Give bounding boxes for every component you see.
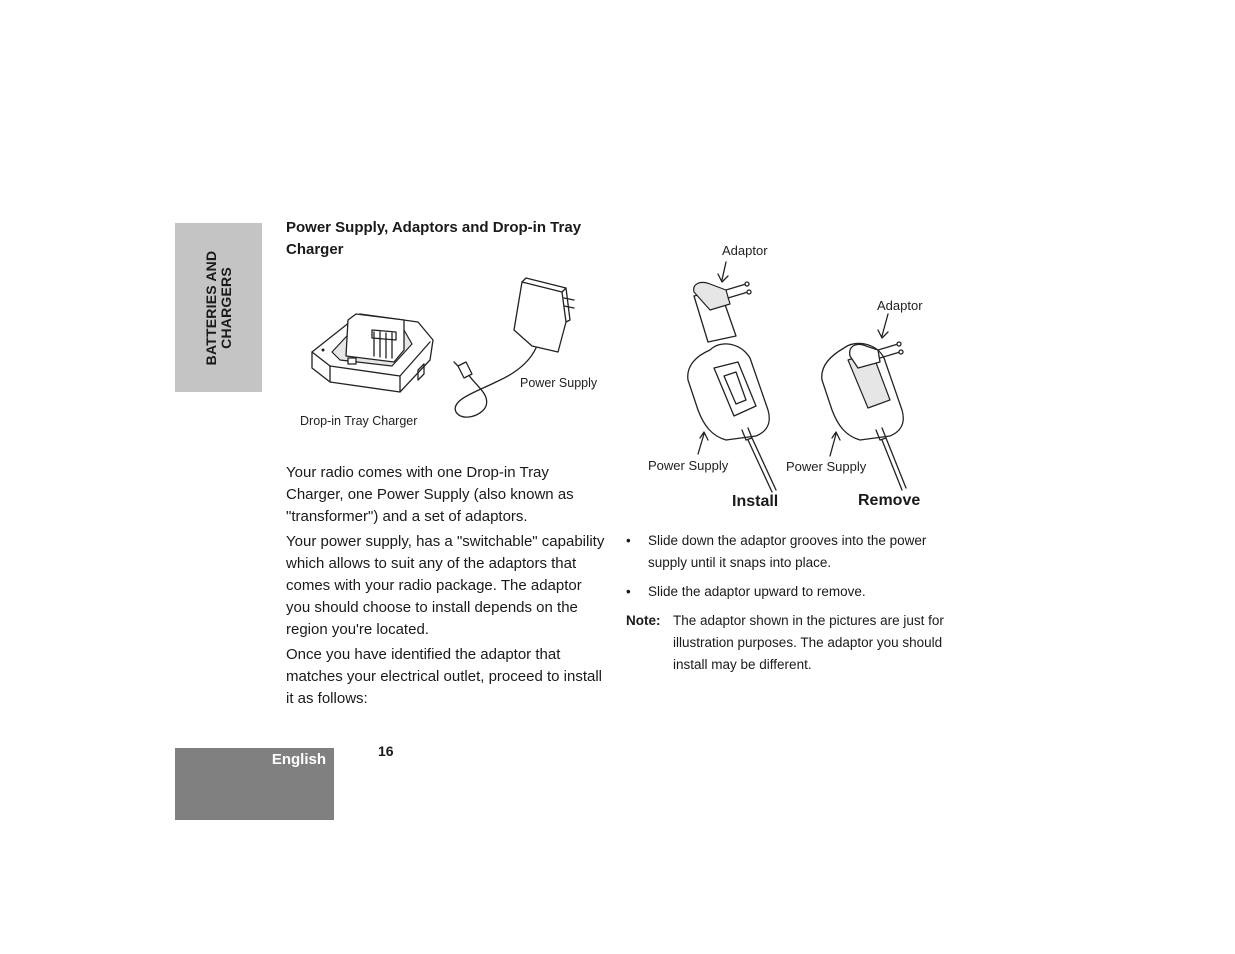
note-text: The adaptor shown in the pictures are just for illustration purposes. The adaptor you should install may be different. xyxy=(673,613,944,672)
body-text xyxy=(286,462,606,713)
body-paragraph: Once you have identified the adaptor that matches your electrical outlet, proceed to install it as follows: xyxy=(286,646,602,707)
language-label: English xyxy=(271,751,326,768)
list-item: • Slide down the adaptor grooves into the power supply until it snaps into place. xyxy=(626,530,956,574)
page-number: 16 xyxy=(378,743,394,759)
power-supply-label-remove: Power Supply xyxy=(786,459,867,474)
language-tab xyxy=(175,748,334,820)
power-supply-label-install: Power Supply xyxy=(648,458,729,473)
body-paragraph: Your radio comes with one Drop-in Tray Charger, one Power Supply (also known as "transformer") and a set of adaptors. xyxy=(286,464,574,525)
list-item: • Slide the adaptor upward to remove. xyxy=(626,581,956,603)
bullet-icon: • xyxy=(626,584,631,599)
power-supply-arrow-install xyxy=(698,432,708,454)
power-supply-label: Power Supply xyxy=(520,376,598,390)
adaptor-arrow-remove xyxy=(878,314,888,338)
drop-in-tray-charger-icon xyxy=(312,314,433,392)
section-title: Power Supply, Adaptors and Drop-in Tray Charger xyxy=(286,219,582,258)
instruction-list xyxy=(626,530,956,676)
body-paragraph: Your power supply, has a "switchable" capability which allows to suit any of the adaptors that comes with your radio package. The adaptor you should choose to install depends on the region you're located. xyxy=(286,533,605,638)
section-side-tab xyxy=(175,223,262,392)
charger-and-power-supply-illustration xyxy=(300,270,610,430)
remove-caption: Remove xyxy=(858,492,921,509)
adaptor-label-remove: Adaptor xyxy=(877,298,923,313)
adaptor-detached-icon xyxy=(694,282,751,342)
adaptor-arrow-install xyxy=(718,262,728,282)
drop-in-tray-charger-label: Drop-in Tray Charger xyxy=(300,414,418,428)
power-supply-arrow-remove xyxy=(830,432,840,456)
adaptor-label-install: Adaptor xyxy=(722,243,768,258)
note xyxy=(626,610,956,676)
install-caption: Install xyxy=(732,493,779,510)
bullet-icon: • xyxy=(626,533,631,548)
note-label: Note: xyxy=(626,613,661,628)
power-supply-icon xyxy=(454,278,574,417)
section-side-tab-label: BATTERIES AND CHARGERS xyxy=(202,250,234,365)
